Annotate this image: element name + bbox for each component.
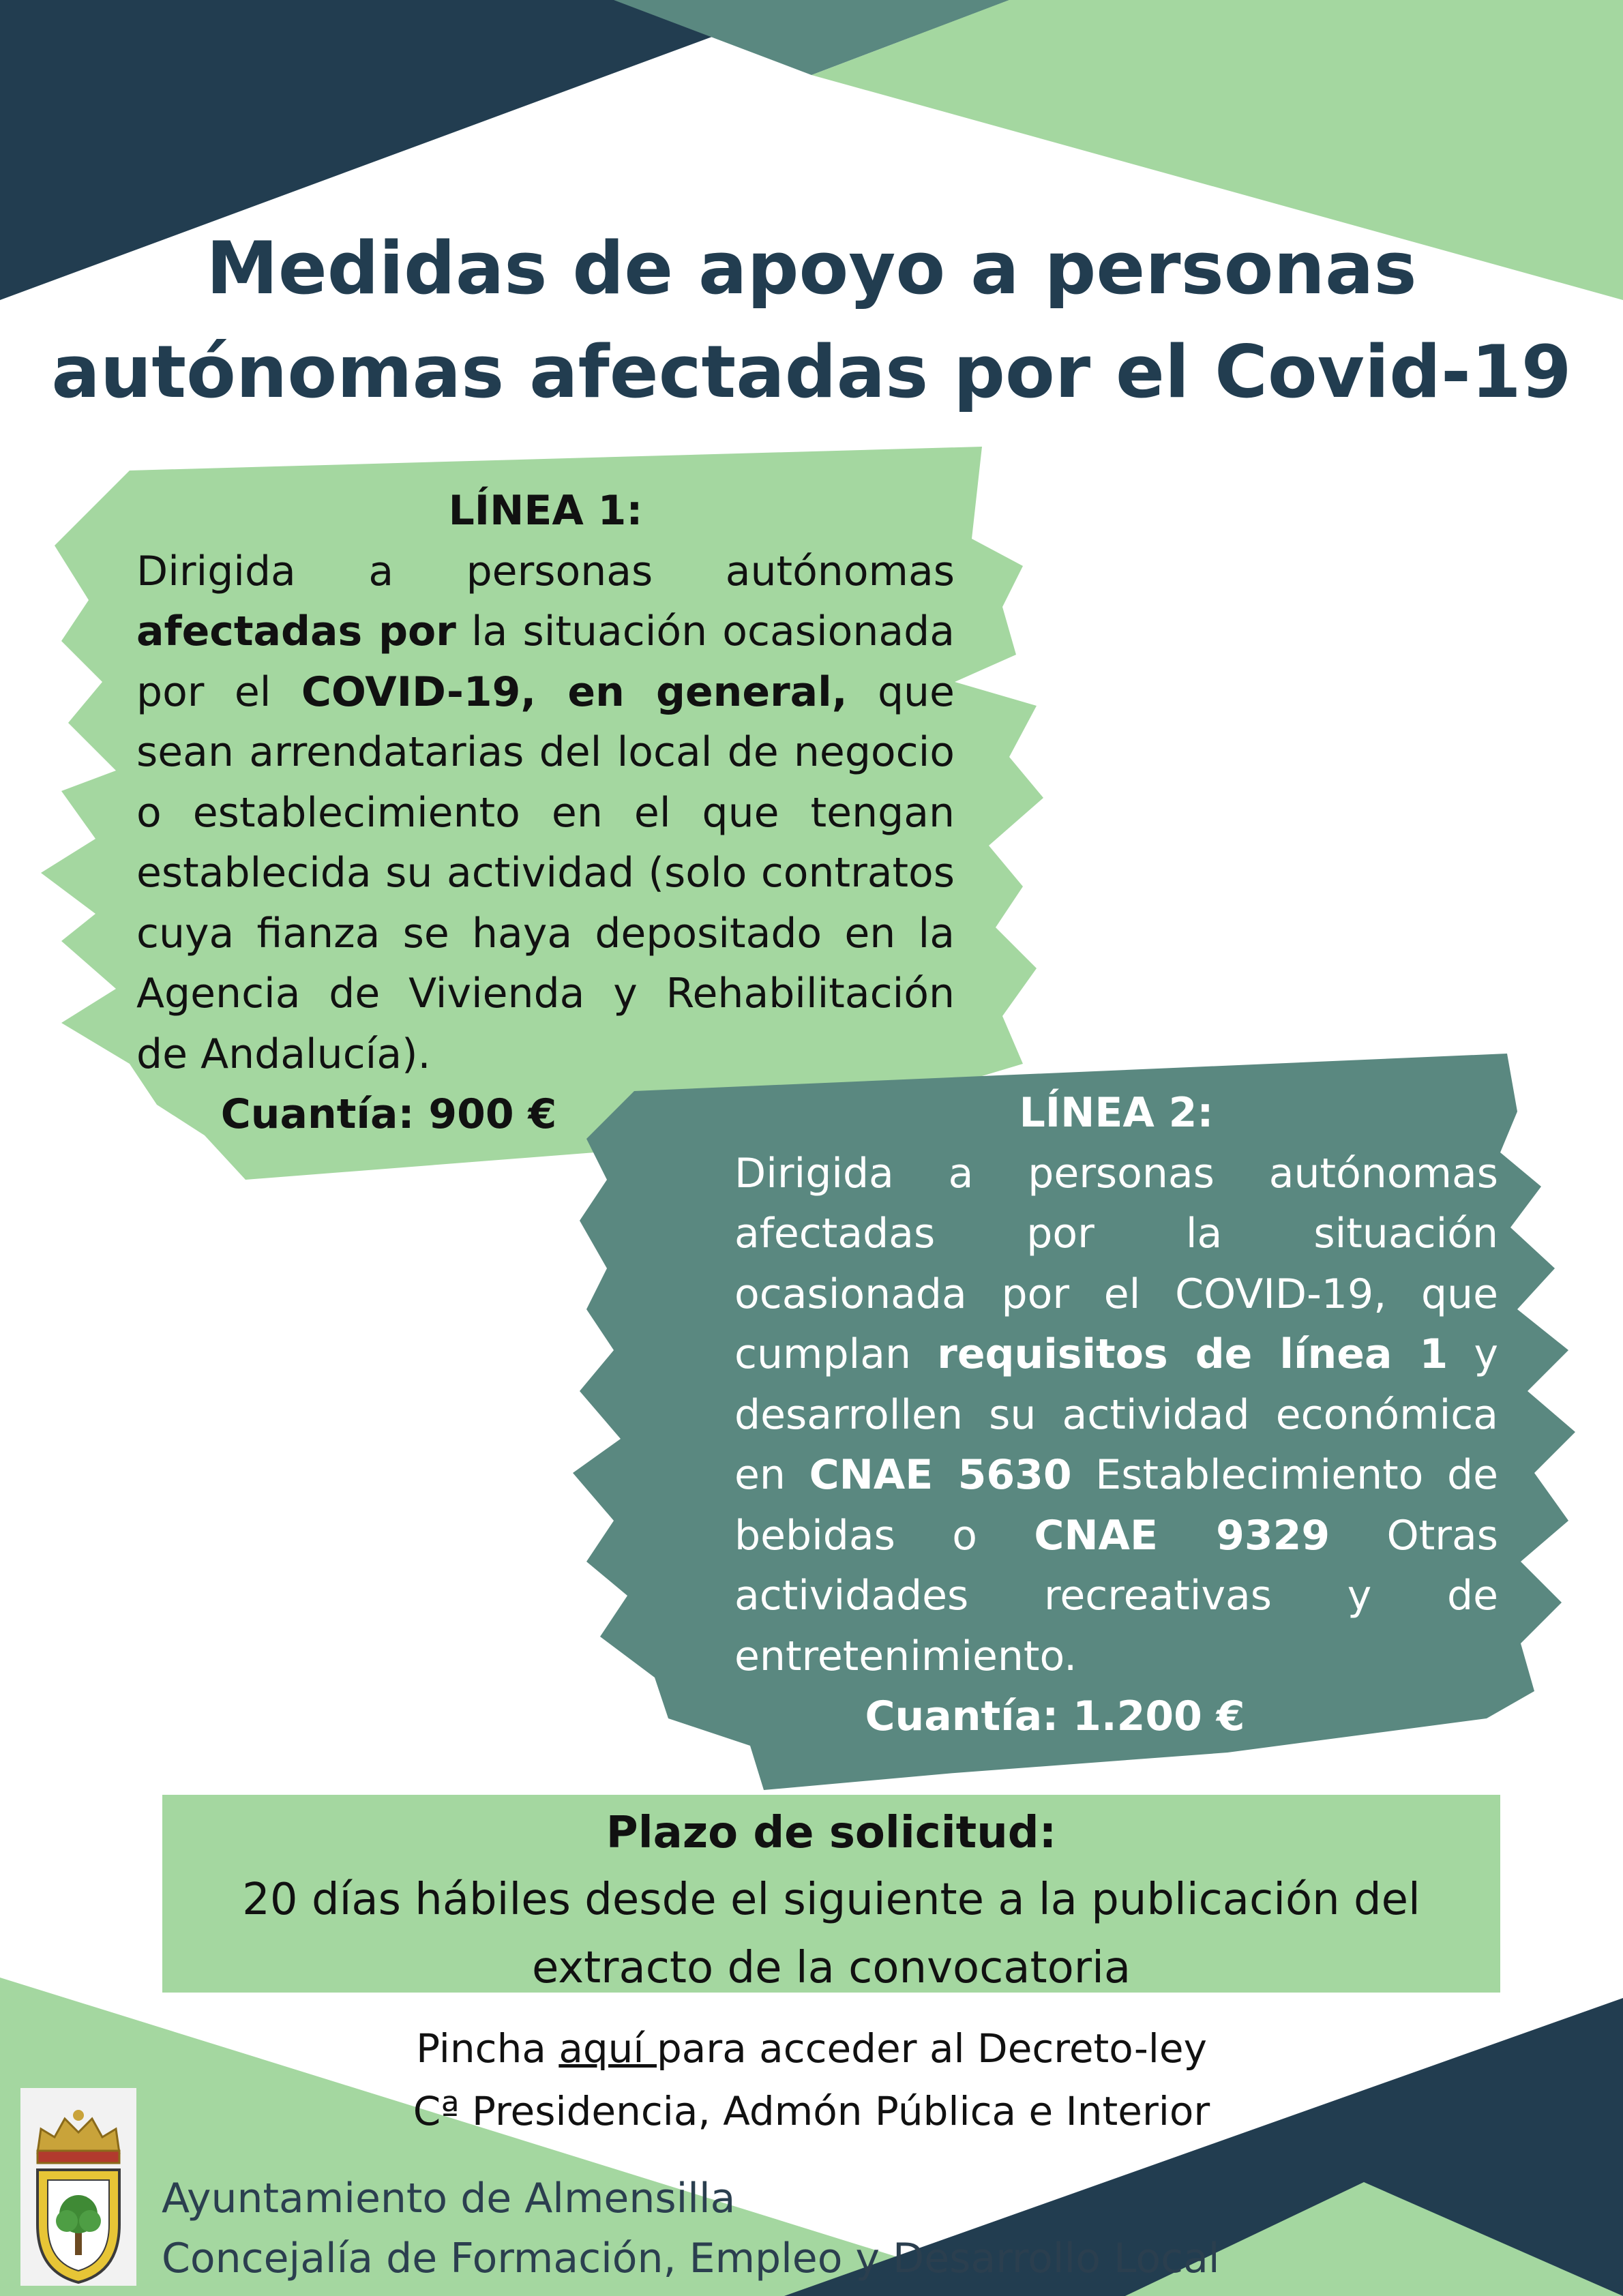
linea2-amount: Cuantía: 1.200 €: [865, 1693, 1245, 1740]
decree-link-anchor[interactable]: aquí: [559, 2025, 657, 2072]
linea1-text-bold-2: COVID-19, en general,: [301, 668, 848, 716]
deadline-title: Plazo de solicitud:: [606, 1808, 1057, 1858]
linea2-section: [734, 1083, 1498, 1747]
linea1-text-bold-1: afectadas por: [136, 608, 456, 655]
linea2-text-bold-2: CNAE 5630: [809, 1451, 1072, 1499]
decree-link-post: para acceder al Decreto-ley: [656, 2025, 1207, 2072]
decree-link-line: [0, 2017, 1623, 2080]
page-title: [0, 217, 1623, 424]
linea2-text-3: Establecimiento de bebidas o: [734, 1451, 1498, 1560]
linea2-text-bold-3: CNAE 9329: [1034, 1511, 1330, 1560]
linea2-text-1: Dirigida a personas autónomas afectadas por la situación ocasionada por el COVID-19, que cumplan: [734, 1149, 1498, 1378]
linea1-amount: Cuantía: 900 €: [220, 1090, 557, 1138]
linea2-heading: LÍNEA 2:: [1019, 1089, 1214, 1137]
linea1-text-3: que sean arrendatarias del local de negocio o establecimiento en el que tengan establecida su actividad (solo contratos cuya fianza se haya depositado en la Agencia de Vivienda y Rehabilitación de Andalucía).: [136, 668, 955, 1078]
decree-link-pre: Pincha: [416, 2025, 559, 2072]
coat-of-arms-icon: [20, 2088, 136, 2286]
linea2-description: [734, 1144, 1498, 1687]
title-line-1: Medidas de apoyo a personas: [206, 226, 1417, 310]
deadline-line-1: 20 días hábiles desde el siguiente a la publicación del: [242, 1875, 1420, 1925]
linea2-text-2: y desarrollen su actividad económica en: [734, 1330, 1498, 1499]
decree-ministry-line: Cª Presidencia, Admón Pública e Interior: [413, 2088, 1210, 2134]
deadline-box: [162, 1795, 1500, 1993]
linea1-section: [136, 481, 955, 1145]
footer-line-1: Ayuntamiento de Almensilla: [162, 2175, 736, 2222]
linea2-text-4: Otras actividades recreativas y de entretenimiento.: [734, 1511, 1498, 1680]
linea1-heading: LÍNEA 1:: [448, 487, 643, 535]
linea1-text-2: la situación ocasionada por el: [136, 608, 955, 716]
linea1-text-1: Dirigida a personas autónomas: [136, 547, 955, 595]
footer: [162, 2168, 1220, 2288]
footer-line-2: Concejalía de Formación, Empleo y Desarrollo Local: [162, 2235, 1220, 2282]
title-line-2: autónomas afectadas por el Covid-19: [51, 330, 1572, 414]
linea2-text-bold-1: requisitos de línea 1: [937, 1330, 1448, 1378]
linea1-description: [136, 541, 955, 1085]
decree-link-block: [0, 2017, 1623, 2143]
deadline-line-2: extracto de la convocatoria: [531, 1943, 1131, 1993]
